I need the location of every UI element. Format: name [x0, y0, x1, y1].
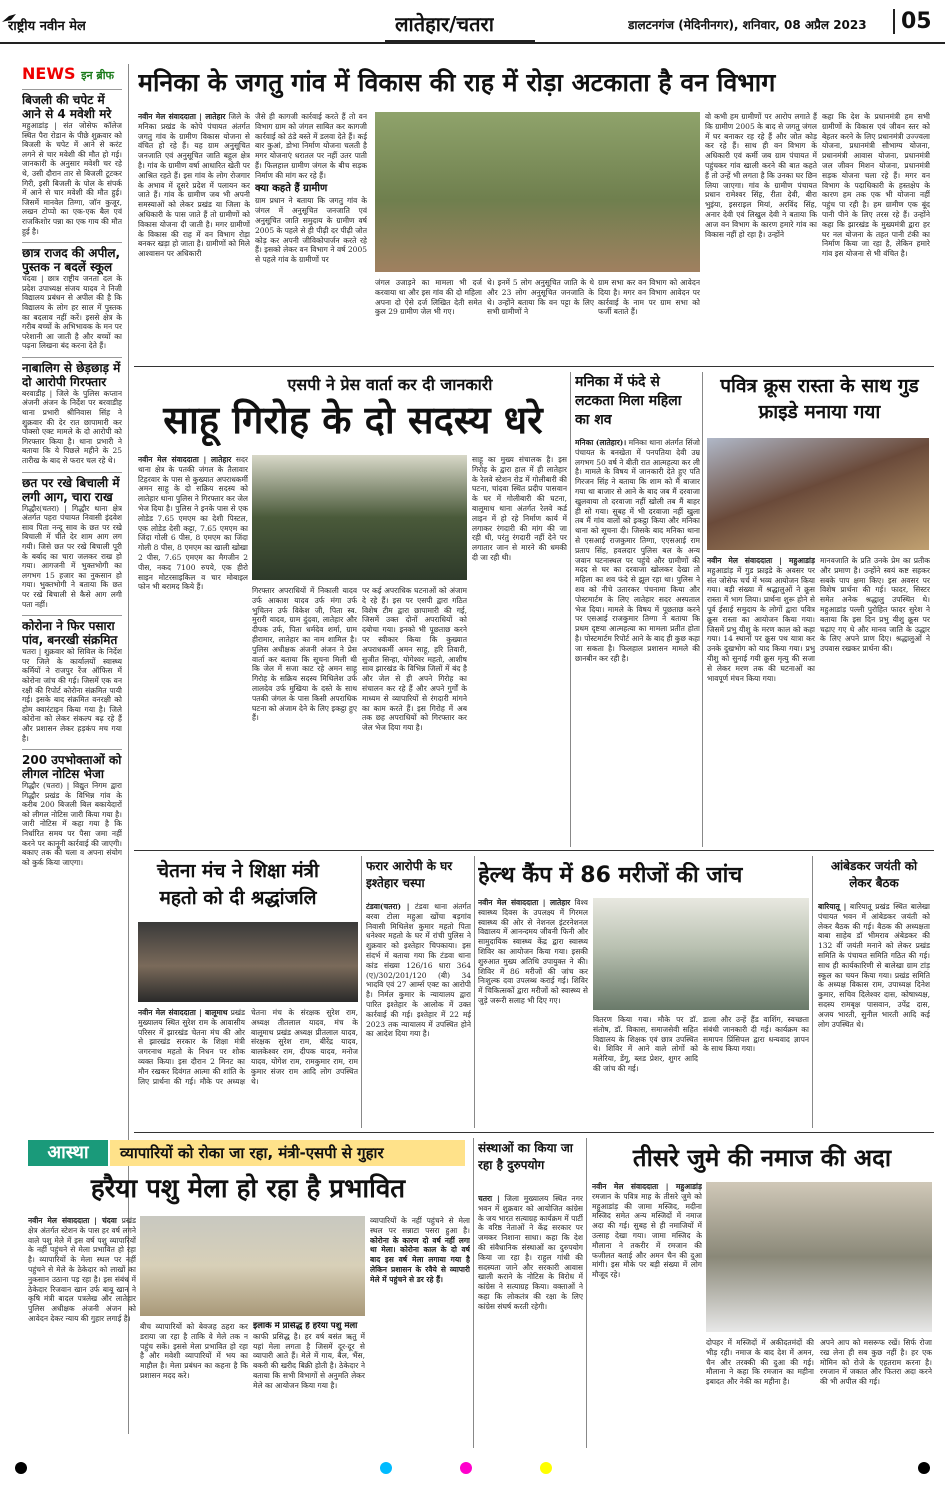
- chetna-text: नवीन मेल संवाददाता | बालूमाथ प्रखंड मुख्यालय स्थित सुरेश राम के आवासीय परिसर में झारखंड चेतना मंच की ओर से झारखंड सरकार के शिक्षा मंत्री जगरनाथ महतो के निधन पर शोक व्यक्त किया। इस दौरान 2 मिनट का मौन रखकर दिवंगत आत्मा की शांति के लिए प्रार्थना की गई। मौके पर अध्यक्ष चेतना मंच के संरक्षक सुरेश राम, अध्यक्ष तीतलाल यादव, मंच के बालूमाथ प्रखंड अध्यक्ष प्रीतलाल यादव, संरक्षक सुरेश राम, बीरेंद्र यादव, बालकेश्वर राम, दीपक यादव, मनोज यादव, योगेश राम, रामकुमार राम, राम कुमार संजर राम आदि लोग उपस्थित थे।: [138, 1008, 358, 1086]
- mela-text-col-3: इलाके में प्रसिद्ध है हरैया पशु मेला काफी प्रसिद्ध है। हर वर्ष बसंत ऋतु में यहां मेला लगता है जिसमें दूर-दूर से व्यापारी आते हैं। मेले में गाय, बैल, भैंस, बकरी की खरीद बिक्री होती है। ठेकेदार ने बताया कि सभी विभागों से अनुमति लेकर मेले का आयोजन किया गया है।: [253, 1322, 365, 1390]
- manika-text: मनिका (लातेहार)। मनिका थाना अंतर्गत सिंजो पंचायत के बनखेता में पनपतिया देवी उम्र लगभग 50 वर्ष ने बीती रात आत्महत्या कर ली है। मामले के विषय में जानकारी देते हुए पति गिरजन सिंह ने बताया कि शाम को मैं बाजार गया था बाजार से आने के बाद जब मैं दरवाजा खुलवाया तो दरवाजा नहीं खोली तब मैं बाहर ही सो गया। सुबह में भी दरवाजा नहीं खुला तब मैं गांव वालों को इकट्ठा किया और मनिका थाना को सूचना दी। जिसके बाद मनिका थाना से एसआई राजकुमार तिग्गा, एएसआई राम प्रताप सिंह, हवलदार पुलिस बल के अन्य जवान घटनास्थल पर पहुंचे और ग्रामीणों की मदद से घर का दरवाजा खोलकर देखा तो महिला का शव फंदे से झूल रहा था। पुलिस ने शव को नीचे उतारकर पंचनामा किया और पोस्टमार्टम के लिए लातेहार सदर अस्पताल भेज दिया। मामले के विषय में पूछताछ करने पर एसआई राजकुमार तिग्गा ने बताया कि प्रथम दृष्टया आत्महत्या का मामला प्रतीत होता है। पोस्टमार्टम रिपोर्ट आने के बाद ही कुछ कहा जा सकता है। फिलहाल प्रशासन मामले की छानबीन कर रही है।: [575, 438, 700, 663]
- section-divider: [134, 850, 934, 851]
- health-headline: हेल्थ कैंप में 86 मरीजों की जांच: [478, 863, 743, 888]
- health-photo-camp: [593, 898, 809, 1010]
- namaz-headline: तीसरे जुमे की नमाज की अदा: [632, 1144, 892, 1172]
- registration-mark: [918, 1462, 930, 1474]
- sahu-text-col-2: गिरफ्तार अपराधियों में निकाली यादव उर्फ आकाश यादव उर्फ मंगा उर्फ भुचितन उर्फ विकेश जी, पिता स्व. मुरारी यादव, ग्राम दुंदवा, लातेहार और दीपक उर्फ, पिता धर्मदेव शर्मा, ग्राम हीरामार, लातेहार का नाम शामिल है। पुलिस अधीक्षक अंजनी अंजन ने प्रेस वार्ता कर बताया कि सूचना मिली थी कि जेल में सजा काट रहे अमन साहू गिरोह के सक्रिय सदस्य मिथिलेश उर्फ लालदेव उर्फ मुखिया के दस्ते के साथ पतकी जंगल के पास किसी अपराधिक घटना को अंजाम देने के लिए इकट्ठा हुए हैं।: [252, 586, 357, 723]
- brief-title: छात्र राजद की अपील, पुस्तक न बदलें स्कूल: [22, 242, 122, 274]
- sahu-kicker: एसपी ने प्रेस वार्ता कर दी जानकारी: [287, 375, 493, 394]
- farar-text: टंडवा(चतरा) | टंडवा थाना अंतर्गत बरवा टोला महुआ खोंचा बड़गांव निवासी मिथिलेश कुमार महतो पिता धनेश्वर महतो के घर में रांची पुलिस ने शुक्रवार को इश्तेहार चिपकाया। इस संदर्भ में बताया गया कि टंडवा थाना कांड संख्या 126/16 धारा 364 (ए)/302/201/120 (बी) 34 भादवि एवं 27 आर्म्स एक्ट का आरोपी है। निर्मल कुमार के न्यायालय द्वारा पारित इश्तेहार के आलोक में उक्त कार्रवाई की गई। इश्तेहार में 22 मई 2023 तक न्यायालय में उपस्थित होने का आदेश दिया गया है।: [366, 902, 471, 1039]
- lead-text-col-7: कहा कि देश के प्रधानमंत्री हम सभी ग्रामीणों के विकास एवं जीवन स्तर को बेहतर करने के लिए प्रधानमंत्री उज्ज्वला योजना, प्रधानमंत्री सौभाग्य योजना, प्रधानमंत्री आवास योजना, प्रधानमंत्री जल जीवन मिशन योजना, प्रधानमंत्री सड़क योजना चला रहे हैं। मगर वन विभाग के पदाधिकारी के हस्तक्षेप के कारण हम तक एक भी योजना नहीं पहुंच पा रही है। हम ग्रामीण एक बूंद पानी पीने के लिए तरस रहे हैं। उन्होंने कहा कि झारखंड के मुख्यमंत्री द्वारा हर घर नल योजना के तहत पानी टंकी का निर्माण किया जा रहा है, लेकिन हमारे गांव इस योजना से भी वंचित है।: [822, 112, 930, 259]
- cross-headline: पवित्र क्रूस रास्ता के साथ गुड फ्राइडे मनाया गया: [720, 375, 919, 423]
- brief-title: नाबालिग से छेड़छाड़ में दो आरोपी गिरफ्तार: [22, 357, 122, 389]
- column-divider: [812, 856, 813, 1128]
- sahu-text-col-3: पर कई अपराधिक घटनाओं को अंजाम दे रहे हैं। इस पर एसपी द्वारा गठित विशेष टीम द्वारा छापामारी की गई, जिसमें उक्त दोनों अपराधियों को दबोचा गया। इनको भी पूछताछ करने पर स्वीकार किया कि कुख्यात अपराधकर्मी अमन साहू, हरि तिवारी, सुजीत सिन्हा, योगेश्वर महतो, आशीष साव झारखंड के विभिन्न जिलों में बंद है और जेल से ही अपने गिरोह का संचालन कर रहे हैं और अपने गुर्गों के माध्यम से व्यापारियों से रंगदारी मांगने का काम करते हैं। इस गिरोह में अब तक छह अपराधियों को गिरफ्तार कर जेल भेज दिया गया है।: [362, 586, 467, 733]
- brief-body: चतरा | शुक्रवार को सिविल के निर्देश पर जिले के कार्यालयों स्वास्थ्य कर्मियों ने राजपुर रेंज ऑफिस में कोरोना जांच की गई। जिसमें एक वन रक्षी की रिपोर्ट कोरोना संक्रमित पायी गई। इसके बाद संक्रमित वनरक्षी को होम क्वारंटाइन किया गया है। जिले कोरोना को लेकर संकल्प बढ़ रहे हैं और प्रशासन लेकर हड़कंप मच गया है।: [22, 647, 122, 743]
- column-divider: [474, 856, 475, 1128]
- lead-text-col-3: जंगल उजाड़ने का मामला भी दर्ज करवाया था और इस गांव की दो महिला अपना दो ऐसे दर्ज लिखित देती समेत कुल 29 ग्रामीण जेल भी गए।: [375, 278, 482, 317]
- lead-text-col-6: वो कभी हम ग्रामीणों पर आरोप लगाते हैं कि ग्रामीण 2005 के बाद से जगतु जंगल में घर बनाकर रह रहे हैं और जोत कोड़ कर रहे हैं। साथ ही वन विभाग के अधिकारी एवं कर्मी जब ग्राम पंचायत में पहुंचकर गांव खाली करने की बात कहते हैं तो उन्हें भी लगता है कि उनका घर छिन लिया जाएगा। गांव के ग्रामीण पंचायत प्रधान रामेश्वर सिंह, रीता देवी, बीरा भुइंया, इसराइल मियां, अरविंद सिंह, अनार देवी एवं लिखुल देवी ने बताया कि आज वन विभाग के कारण हमारे गांव का विकास नहीं हो रहा है। उन्होंने: [705, 112, 817, 239]
- namaz-photo-mosque: [706, 1182, 932, 1332]
- brief-title: 200 उपभोक्ताओं को लीगल नोटिस भेजा: [22, 749, 122, 781]
- brief-body: महुआडांड़ | संत जोसेफ कॉलेज स्थित पैरा रोडान के पीछे शुक्रवार को बिजली के चपेट में आने से करंट लगने से चार मवेशी की मौत हो गई। जानकारी के अनुसार मवेशी चर रहे थे, उसी दौरान तार से बिजली टूटकर गिरी, इसी बिजली के पोल के संपर्क में आने से चार मवेशी की मौत हुई। जिसमें मानवेल तिग्गा, जॉन कुजूर, लखन टोप्पो का एक-एक बैल एवं राजकिशोर पन्ना का एक गाय की मौत हुई है।: [22, 121, 122, 236]
- column-divider: [586, 1138, 587, 1448]
- news-in-brief-logo: NEWS इन ब्रीफ: [22, 64, 115, 83]
- lead-text-col-2: जैसे ही कागजी कार्रवाई करते हैं तो वन विभाग ग्राम को जंगल साबित कर कागजी कार्रवाई को ठंडे बस्ते में डलवा देते हैं। कई बार कुआं, डोभा निर्माण योजना चलती है मगर योजनाएं धरातल पर नहीं उतर पाती हैं। फिलहाल ग्रामीण जंगल के बीच सड़क निर्माण की मांग कर रहे हैं। क्या कहते हैं ग्रामीण ग्राम प्रधान ने बताया कि जगतु गांव के जंगल में अनुसूचित जनजाति एवं अनुसूचित जाति समुदाय के ग्रामीण वर्ष 2005 के पहले से ही पीढ़ी दर पीढ़ी जोत कोड़ कर अपनी जीविकोपार्जन करते रहे हैं। इसको लेकर वन विभाग ने वर्ष 2005 से पहले गांव के ग्रामीणों पर: [255, 112, 367, 265]
- column-divider: [361, 856, 362, 1128]
- farar-headline: फरार आरोपी के घर इश्तेहार चस्पा: [366, 859, 453, 890]
- mela-text-col-2: बीच व्यापारियों को बेवजह ठहरा कर डराया जा रहा है ताकि वे मेले तक न पहुंच सकें। इससे मेला प्रभावित हो रहा है और मवेशी व्यापारियों में भय का माहौल है। मेला प्रबंधन का कहना है कि प्रशासन मदद करे।: [140, 1322, 248, 1380]
- brief-body: बरवाडीह | जिले के पुलिस कप्तान अंजनी अंजन के निर्देश पर बरवाडीह थाना प्रभारी श्रीनिवास सिंह ने शुक्रवार की देर रात छापामारी कर पोक्सो एक्ट मामले के दो आरोपी को गिरफ्तार किया है। थाना प्रभारी ने बताया कि ये पिछले महीने के 25 तारीख के बाद से फरार चल रहे थे।: [22, 388, 122, 466]
- column-divider: [570, 372, 571, 847]
- cross-photo-procession: [707, 438, 929, 550]
- sahu-headline: साहू गिरोह के दो सदस्य धरे: [163, 398, 543, 442]
- sansthan-headline: संस्थाओं का किया जा रहा है दुरुपयोग: [478, 1141, 573, 1172]
- mela-subhead: इलाके में प्रसिद्ध है हरैया पशु मेला: [253, 1322, 358, 1331]
- lead-headline: मनिका के जगतु गांव में विकास की राह में रोड़ा अटकाता है वन विभाग: [138, 68, 776, 97]
- namaz-text-col-1: नवीन मेल संवाददाता | महुआडांड़ रमजान के पवित्र माह के तीसरे जुमे को महुआडांड़ की जामा मस्जिद, मदीना मस्जिद समेत अन्य मस्जिदों में नमाज अदा की गई। सुबह से ही नमाजियों में उत्साह देखा गया। जामा मस्जिद के मौलाना ने तकरीर में रमजान की फजीलत बताई और अमन चैन की दुआ मांगी। इस मौके पर बड़ी संख्या में लोग मौजूद रहे।: [592, 1182, 702, 1280]
- namaz-text-col-3: अपने आप को मसरूफ रखें। सिर्फ रोजा रख लेना ही सब कुछ नहीं है। हर एक मोमिन को रोजे के एहतराम करना है। रमजान में जकात और फितरा अदा करने की भी अपील की गई।: [820, 1338, 932, 1387]
- ambedkar-headline: आंबेडकर जयंती को लेकर बैठक: [830, 859, 918, 890]
- mela-kicker: व्यापारियों को रोका जा रहा, मंत्री-एसपी से गुहार: [110, 1140, 465, 1166]
- manika-headline: मनिका में फंदे से लटकता मिला महिला का शव: [575, 374, 682, 428]
- section-divider: [134, 366, 934, 367]
- section-title: लातेहार/चतरा: [395, 12, 494, 36]
- lead-photo-villagers: [375, 112, 700, 272]
- dateline: डालटनगंज (मेदिनीनगर), शनिवार, 08 अप्रैल 2023: [628, 18, 867, 32]
- column-divider: [702, 372, 703, 847]
- mela-photo-ground: [140, 1216, 365, 1316]
- brief-body: गिद्धौर(चतरा) | गिद्धौर थाना क्षेत्र अंतर्गत पहरा पंचायत निवासी इंदवेश साव पिता नन्दू साव के छत पर रखे बिचाली में चीते देर शाम आग लग गयी। जिसे छत पर रखे बिचाली पूरी के बर्बाद का चारा जलकर राख हो गया। आगजनी में भुक्तभोगी का लगभग 15 हजार का नुकसान हो गया। भुक्तभोगी ने बताया कि छत पर रखे बिचाली से कैसे आग लगी पता नहीं।: [22, 503, 122, 609]
- brief-title: कोरोना ने फिर पसारा पांव, बनरखी संक्रमित: [22, 615, 122, 647]
- registration-mark: [380, 1462, 392, 1474]
- mela-text-col-4: व्यापारियों के नहीं पहुंचने से मेला स्थल पर सन्नाटा पसरा हुआ है। कोरोना के कारण दो वर्ष नहीं लगा था मेला। कोरोना काल के दो वर्ष बाद इस वर्ष मेला लगाया गया है लेकिन प्रशासन के रवैये से व्यापारी मेले में पहुंचने से डर रहे हैं।: [370, 1216, 470, 1284]
- section-divider: [134, 1132, 934, 1133]
- sahu-photo-arrested: [252, 455, 467, 580]
- sahu-text-col-4: साहू का मुख्य संचालक है। इस गिरोह के द्वारा हाल में ही लातेहार के रेलवे स्टेशन रोड में गोलीबारी की घटना, चांदवा स्थित प्रदीप पासवान के घर में गोलीबारी की घटना, बालूमाथ थाना अंतर्गत रेलवे कर्ड लाइन में हो रहे निर्माण कार्य में लगाकर रंगदारी की मांग की जा रही थी, परंतु रंगदारी नहीं देने पर लगातार जान से मारने की धमकी दी जा रही थी।: [472, 455, 567, 562]
- sahu-text-col-1: नवीन मेल संवाददाता | लातेहार सदर थाना क्षेत्र के पतकी जंगल के तैलावार टिहरवार के पास से कुख्यात अपराधकर्मी अमन साहू के दो सक्रिय सदस्य को लातेहार थाना पुलिस ने गिरफ्तार कर जेल भेज दिया है। पुलिस ने इनके पास से एक लोडेड 7.65 एमएम का देशी पिस्टल, एक लोडेड देसी कट्टा, 7.65 एमएम का जिंदा गोली 6 पीस, 8 एमएम का जिंदा गोली 8 पीस, 8 एमएम का खाली खोखा 2 पीस, 7.65 एमएम का मैगजीन 2 पीस, नकद 7100 रुपये, एक हीरो साइन मोटरसाइकिल व चार मोबाइल फोन भी बरामद किये हैं।: [138, 455, 248, 592]
- registration-mark: [460, 1462, 472, 1474]
- cross-text-col-1: नवीन मेल संवाददाता | महुआडांड़ महुआडांड़ में गुड फ्राइडे के अवसर पर संत जोसेफ चर्च में भव्य आयोजन किया गया। बड़ी संख्या में श्रद्धालुओं ने क्रूस रास्ता में भाग लिया। प्रार्थना शुरू होने से पूर्व ईसाई समुदाय के लोगों द्वारा पवित्र क्रूस रास्ता का आयोजन किया गया। जिसमें प्रभु यीशु के मरण काल को कहा गया। 14 स्थानों पर क्रूस पथ यात्रा कर उनके दुखभोग को याद किया गया। प्रभु यीशु को सुनाई गयी क्रूस मृत्यु की सजा से लेकर मरण तक की घटनाओं का भावपूर्ण मंचन किया गया।: [707, 556, 815, 683]
- brief-title: बिजली की चपेट में आने से 4 मवेशी मरे: [22, 89, 122, 121]
- brief-title: छत पर रखे बिचाली में लगी आग, चारा राख: [22, 472, 122, 504]
- lead-text-col-4: थे। इनमें 5 लोग अनुसूचित जाति के थे और 23 लोग अनुसूचित जनजाति के थे। उन्होंने बताया कि वन पट्टा के लिए सभी ग्रामीणों ने: [487, 278, 594, 317]
- health-text-col-1: नवीन मेल संवाददाता | लातेहार विश्व स्वास्थ्य दिवस के उपलक्ष्य में गिरमल स्वास्थ्य की ओर से नेशनल इंटरनेशनल विद्यालय में आनन्दमय जीवनी फिनी और सामुदायिक स्वास्थ्य केंद्र द्वारा स्वास्थ्य शिविर का आयोजन किया गया। इसकी शुरुआत मुख्य अतिथि उपायुक्त ने की। शिविर में 86 मरीजों की जांच कर निःशुल्क दवा उपलब्ध कराई गई। शिविर में चिकित्सकों द्वारा मरीजों को स्वास्थ्य से जुड़े जरूरी सलाह भी दिए गए।: [478, 898, 588, 1005]
- registration-mark: [540, 1462, 552, 1474]
- lead-text-col-1: नवीन मेल संवाददाता | लातेहार जिले के मनिका प्रखंड के कोपे पंचायत अंतर्गत जगतु गांव के ग्रामीण विकास योजना से वंचित हो रहे हैं। यह ग्राम अनुसूचित जनजाति एवं अनुसूचित जाति बहुल क्षेत्र है। गांव के ग्रामीण वर्षा आधारित खेती पर आश्रित रहते हैं। इस गांव के लोग रोजगार के अभाव में दूसरे प्रदेश में पलायन कर जाते हैं। गांव के ग्रामीण जब भी अपनी समस्याओं को लेकर प्रखंड या जिला के अधिकारी के पास जाते हैं तो ग्रामीणों को विकास योजना दी जाती है। मगर ग्रामीणों के विकास की राह में वन विभाग रोड़ा बनकर खड़ा हो जाता है। ग्रामीणों को मिले आश्वासन पर अधिकारी: [138, 112, 250, 259]
- aastha-tag: आस्था: [28, 1140, 108, 1166]
- mela-headline: हरैया पशु मेला हो रहा है प्रभावित: [90, 1174, 406, 1204]
- column-divider: [473, 1138, 474, 1448]
- chetna-headline: चेतना मंच ने शिक्षा मंत्री महतो को दी श्रद्धांजलि: [157, 860, 319, 909]
- health-text-col-2: वितरण किया गया। मौके पर डॉ. संतोष, डॉ. विकास, समाजसेवी सहित विद्यालय के शिक्षक एवं छात्र उपस्थित थे। शिविर में आने वाले लोगों को मलेरिया, डेंगू, ब्लड प्रेशर, शुगर आदि की जांच की गई।: [593, 1015, 698, 1073]
- newspaper-brand: राष्ट्रीय नवीन मेल: [8, 19, 86, 34]
- namaz-text-col-2: दोपहर में मस्जिदों में अकीदतमंदों की भीड़ रही। नमाज के बाद देश में अमन, चैन और तरक्की की दुआ की गई। मौलाना ने कहा कि रमजान का महीना इबादत और नेकी का महीना है।: [706, 1338, 814, 1387]
- brief-body: चंदवा | छात्र राष्ट्रीय जनता दल के प्रदेश उपाध्यक्ष संजय यादव ने निजी विद्यालय प्रबंधन से अपील की है कि विद्यालय के लोग हर साल में पुस्तक का बदलाव नहीं करें। इससे क्षेत्र के गरीब बच्चों के अभिभावक के मन पर परेशानी आ जाती है और बच्चों का पढ़ना लिखना बंद करना देते हैं।: [22, 274, 122, 351]
- lead-subhead: क्या कहते हैं ग्रामीण: [255, 182, 328, 194]
- sansthan-text: चतरा | जिला मुख्यालय स्थित नगर भवन में शुक्रवार को आयोजित कांग्रेस के जय भारत सत्याग्रह कार्यक्रम में पार्टी के वरिष्ठ नेताओं ने केंद्र सरकार पर जमकर निशाना साधा। कहा कि देश की संवैधानिक संस्थाओं का दुरुपयोग किया जा रहा है। राहुल गांधी की सदस्यता जाने और सरकारी आवास खाली कराने के नोटिस के विरोध में कांग्रेस ने सत्याग्रह किया। वक्ताओं ने कहा कि लोकतंत्र की रक्षा के लिए कांग्रेस संघर्ष करती रहेगी।: [478, 1194, 583, 1311]
- cross-text-col-2: मानवजाति के प्रति उनके प्रेम का प्रतीक और प्रमाण है। उन्होंने स्वयं कष्ट सहकर सबके पाप क्षमा किए। इस अवसर पर विशेष प्रार्थना की गई। फादर, सिस्टर समेत अनेक श्रद्धालु उपस्थित थे। महुआडांड़ पल्ली पुरोहित फादर सुरेश ने बताया कि इस दिन प्रभु यीशु क्रूस पर चढ़ाए गए थे और मानव जाति के उद्धार के लिए अपने प्राण दिए। श्रद्धालुओं ने उपवास रखकर प्रार्थना की।: [820, 556, 930, 654]
- brief-body: गिद्धौर (चतरा) | विद्युत निगम द्वारा गिद्धौर प्रखंड के विभिन्न गांव के करीब 200 बिजली बिल बकायेदारों को लीगल नोटिस जारी किया गया है। जारी नोटिस में कहा गया है कि निर्धारित समय पर पैसा जमा नहीं करने पर कानूनी कार्रवाई की जाएगी। बकाए तक की चला व अपना संयोग को कुर्क किया जाएगा।: [22, 781, 122, 867]
- ambedkar-text: बारियातू | बारियातू प्रखंड स्थित बालेखा पंचायत भवन में आंबेडकर जयंती को लेकर बैठक की गई। बैठक की अध्यक्षता बाबा साहेब डॉ भीमराव अंबेडकर की 132 वीं जयंती मनाने को लेकर प्रखंड समिति के पंचायत समिति गठित की गई। साथ ही कार्यकारिणी से बालेखा ग्राम टांड़ स्कूल का चयन किया गया। प्रखंड समिति के अध्यक्ष विकास राम, उपाध्यक्ष दिनेश कुमार, सचिव दिलेश्वर दास, कोषाध्यक्ष, सदस्य रामबृक्ष पासवान, उपेंद्र दास, अजय भारती, सुनील भारती आदि कई लोग उपस्थित थे।: [818, 902, 930, 1029]
- page-number: 05: [893, 9, 932, 34]
- registration-mark: [15, 1462, 27, 1474]
- health-text-col-3: डाला और उन्हें हैंड वाशिंग, स्वच्छता संबंधी जानकारी दी गई। कार्यक्रम का समापन प्रिंसिपल द्वारा धन्यवाद ज्ञापन के साथ किया गया।: [703, 1015, 809, 1054]
- mela-text-col-1: नवीन मेल संवाददाता | चंदवा प्रखंड क्षेत्र अंतर्गत स्टेशन के पास हर वर्ष लगने वाले पशु मेले में इस वर्ष पशु व्यापारियों के नहीं पहुंचने से मेला प्रभावित हो रहा है। व्यापारियों के मेला स्थल पर नहीं पहुंचने से मेले के ठेकेदार को लाखों का नुकसान उठाना पड़ रहा है। इस संबंध में ठेकेदार रिजवान खान उर्फ बाबू खान ने कृषि मंत्री बादल पत्रलेख और लातेहार पुलिस अधीक्षक अंजनी अंजन को आवेदन देकर न्याय की गुहार लगाई है।: [28, 1216, 136, 1323]
- lead-text-col-5: ग्राम सभा कर वन विभाग को आवेदन दिया है। मगर वन विभाग आवेदन पर कार्रवाई के नाम पर ग्राम सभा को फर्जी बताते हैं।: [598, 278, 700, 317]
- masthead: [0, 0, 945, 44]
- title-underline: [385, 40, 535, 43]
- chetna-photo-tribute: [138, 922, 358, 1002]
